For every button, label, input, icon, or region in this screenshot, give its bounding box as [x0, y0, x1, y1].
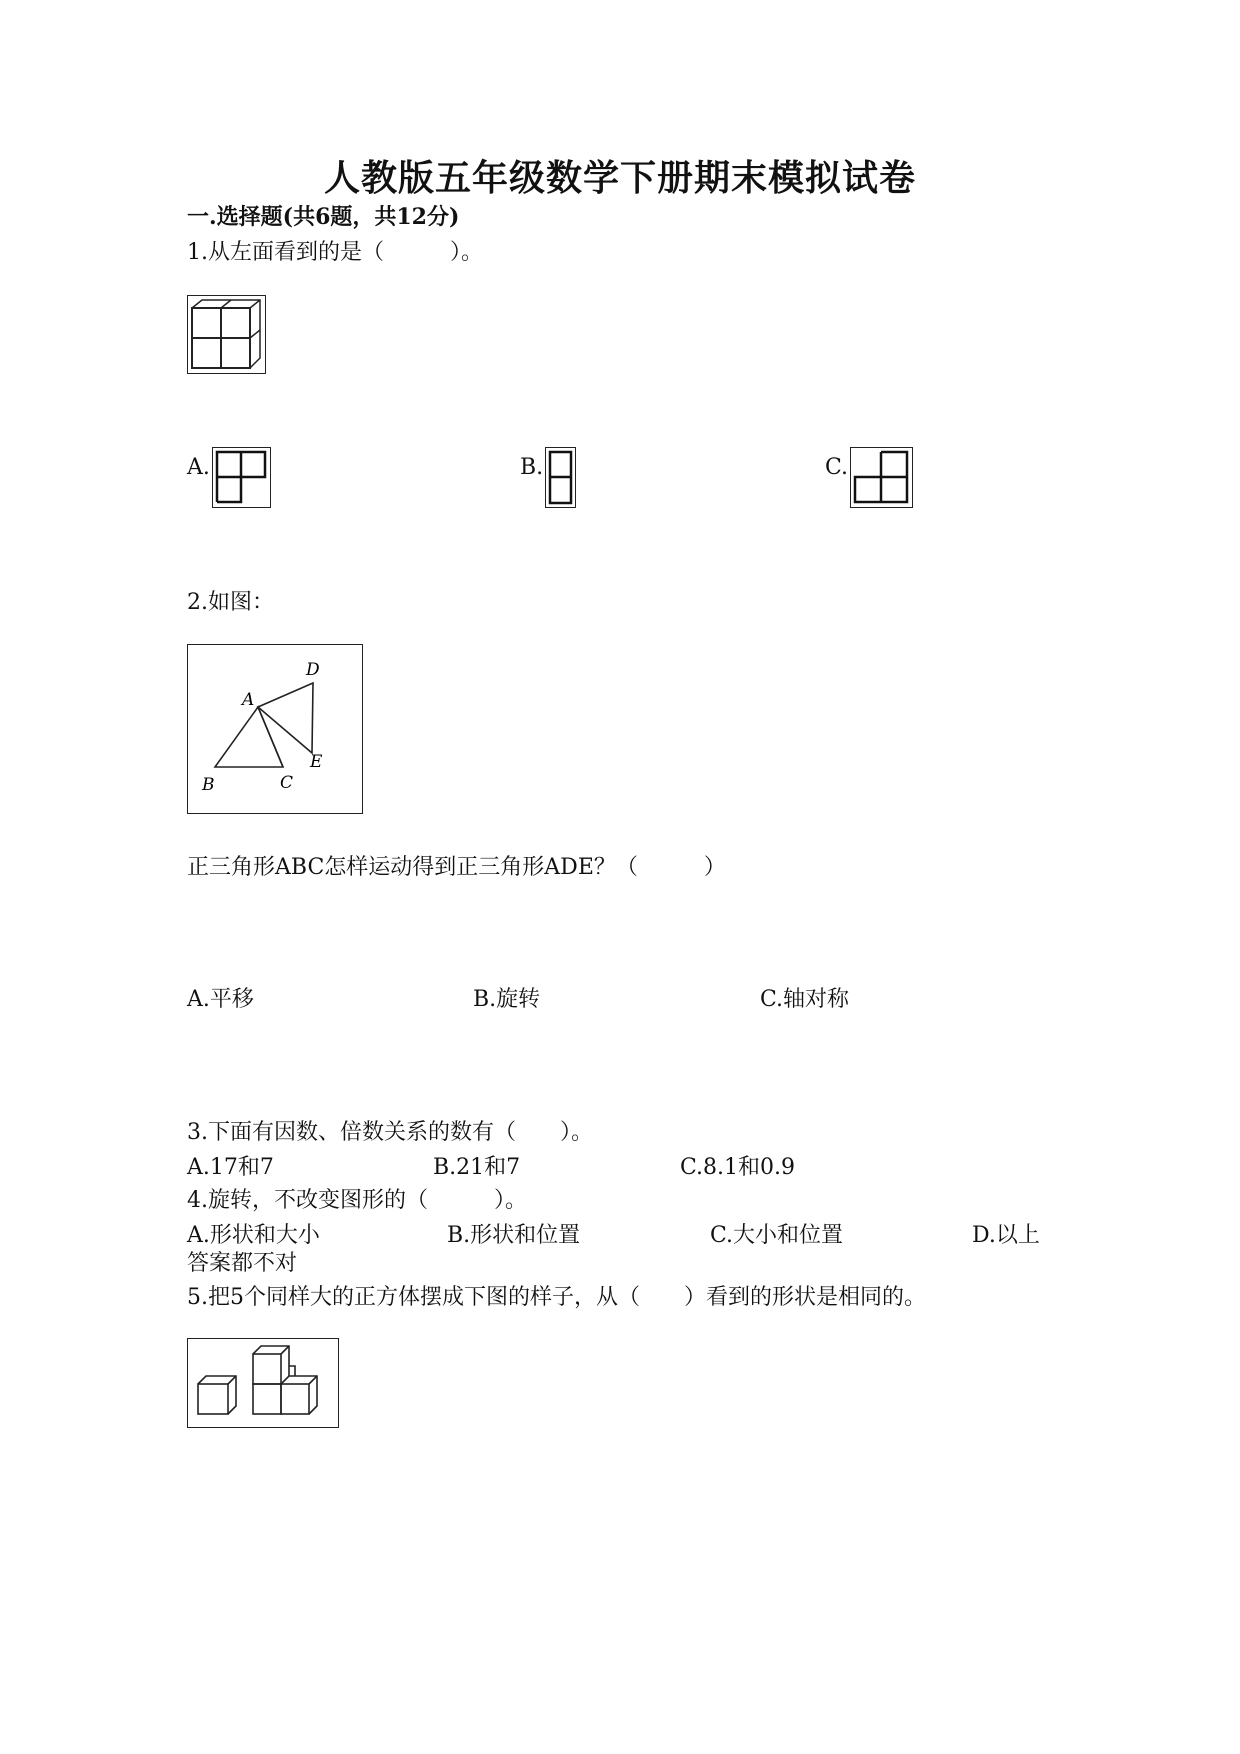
q4-option-a: A.形状和大小	[187, 1223, 320, 1248]
q2-option-a: A.平移	[187, 987, 254, 1012]
section-heading: 一.选择题(共6题，共12分)	[187, 204, 460, 230]
q2-triangle-figure	[187, 644, 363, 814]
q2-option-b: B.旋转	[473, 987, 541, 1012]
vertex-c-label: C	[280, 773, 294, 793]
question-1-stem: 1.从左面看到的是（ ）。	[187, 240, 483, 265]
q5-cubes-figure	[187, 1338, 339, 1428]
q1-option-a-label: A.	[187, 455, 210, 480]
vertex-b-label: B	[202, 775, 215, 795]
vertex-e-label: E	[310, 752, 323, 772]
q4-option-b: B.形状和位置	[447, 1223, 581, 1248]
question-5-stem: 5.把5个同样大的正方体摆成下图的样子，从（ ）看到的形状是相同的。	[187, 1285, 926, 1310]
vertex-a-label: A	[242, 690, 255, 710]
q1-option-c-label: C.	[825, 455, 849, 480]
q1-cube-figure	[187, 295, 266, 374]
q1-option-a-figure	[212, 447, 271, 508]
q1-option-b-label: B.	[520, 455, 544, 480]
q1-option-b-figure	[545, 447, 576, 508]
q4-option-c: C.大小和位置	[710, 1223, 844, 1248]
vertex-d-label: D	[306, 660, 320, 680]
q2-option-c: C.轴对称	[760, 987, 850, 1012]
question-3-stem: 3.下面有因数、倍数关系的数有（ ）。	[187, 1120, 593, 1145]
q4-option-d: D.以上	[972, 1223, 1040, 1248]
q3-option-a: A.17和7	[187, 1155, 274, 1180]
q1-option-c-figure	[850, 447, 913, 508]
question-4-stem: 4.旋转，不改变图形的（ ）。	[187, 1188, 527, 1213]
q3-option-c: C.8.1和0.9	[680, 1155, 796, 1180]
q3-option-b: B.21和7	[433, 1155, 521, 1180]
question-2-stem: 2.如图：	[187, 590, 274, 615]
q4-option-d-continued: 答案都不对	[187, 1251, 298, 1276]
page-title: 人教版五年级数学下册期末模拟试卷	[323, 157, 916, 199]
question-2-prompt: 正三角形ABC怎样运动得到正三角形ADE？（ ）	[187, 855, 726, 880]
